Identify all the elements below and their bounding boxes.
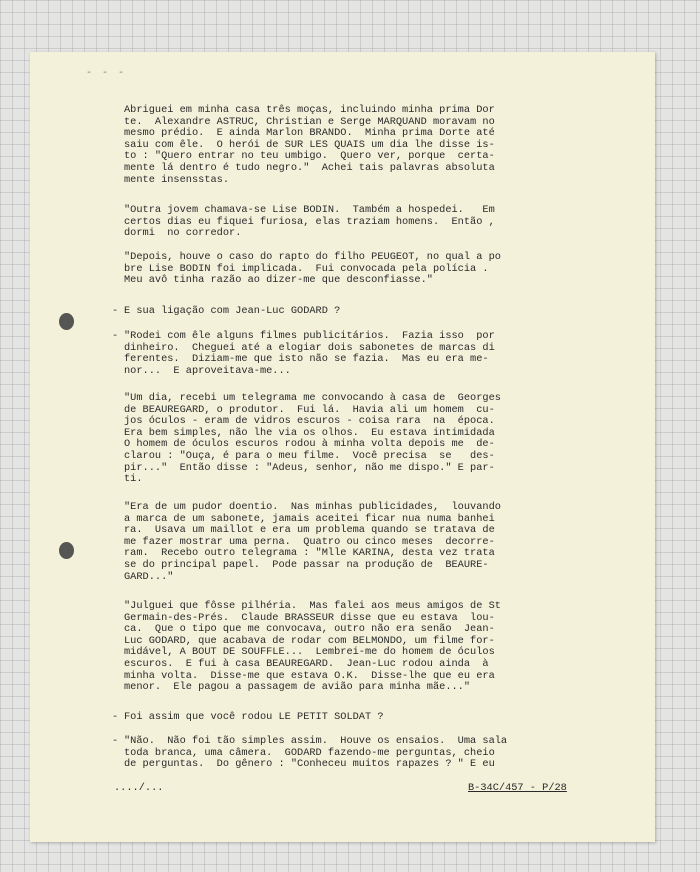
binder-hole-top <box>59 313 74 330</box>
document-page <box>30 52 655 842</box>
paragraph-5: "Um dia, recebi um telegrama me convocando à casa de Georges de BEAUREGARD, o produtor. Fui lá. Havia ali um homem cu- jos óculos - eram de vidros escuros - coisa rara na época. Era bem simples, não lhe via os olhos. Eu estava intimidada O homem de óculos escuros rodou à minha volta depois me de- clarou : "Ouça, é para o meu filme. Você precisa se des- pir..." Então disse : "Adeus, senhor, não me dispo." E par- ti. <box>124 392 501 486</box>
header-mark: - - - <box>86 68 127 79</box>
paragraph-6: "Era de um pudor doentio. Nas minhas publicidades, louvando a marca de um sabonete, jamais aceitei ficar nua numa banhei ra. Usava um maillot e era um problema quando se tratava de me fazer mostrar uma perna. Quatro ou cinco meses decorre- ram. Recebo outro telegrama : "Mlle KARINA, desta vez trata se do principal papel. Pode passar na produção de BEAURE- GARD..." <box>124 501 501 583</box>
dash-marker: - <box>112 330 119 342</box>
paragraph-7: "Julguei que fôsse pilhéria. Mas falei aos meus amigos de St Germain-des-Prés. Claude BRASSEUR disse que eu estava lou- ca. Que o tipo que me convocava, outro não era senão Jean- Luc GODARD, que acabava de rodar com BELMONDO, um filme for- midável, A BOUT DE SOUFFLE... Lembrei-me do homem de óculos escuros. E fui à casa BEAUREGARD. Jean-Luc rodou ainda à minha volta. Disse-me que estava O.K. Disse-lhe que eu era menor. Ele pagou a passagem de avião para minha mãe..." <box>124 600 501 694</box>
paragraph-4: "Rodei com êle alguns filmes publicitários. Fazia isso por dinheiro. Cheguei até a elogiar dois sabonetes de marcas di ferentes. Diziam-me que isto não se fazia. Mas eu era me- nor... E aproveitava-me... <box>124 330 495 377</box>
paragraph-1: Abriguei em minha casa três moças, incluindo minha prima Dor te. Alexandre ASTRUC, Christian e Serge MARQUAND moravam no mesmo prédio. E ainda Marlon BRANDO. Minha prima Dorte até saiu com êle. O herói de SUR LES QUAIS um dia lhe disse is- to : "Quero entrar no teu umbigo. Quero ver, porque certa- mente lá dentro é tudo negro." Achei tais palavras absoluta mente insensstas. <box>124 104 495 186</box>
paragraph-8: "Não. Não foi tão simples assim. Houve os ensaios. Uma sala toda branca, uma câmera. GODARD fazendo-me perguntas, cheio de perguntas. Do gênero : "Conheceu muitos rapazes ? " E eu <box>124 735 508 771</box>
document-reference: B-34C/457 - P/28 <box>468 782 567 794</box>
dash-marker: - <box>112 711 119 723</box>
question-1: E sua ligação com Jean-Luc GODARD ? <box>124 305 341 317</box>
dash-marker: - <box>112 735 119 747</box>
continuation-mark: ..../... <box>114 782 164 794</box>
paragraph-3: "Depois, houve o caso do rapto do filho PEUGEOT, no qual a po bre Lise BODIN foi implicada. Fui convocada pela polícia . Meu avô tinha razão ao dizer-me que desconfiasse." <box>124 251 501 287</box>
paragraph-2: "Outra jovem chamava-se Lise BODIN. Também a hospedei. Em certos dias eu fiquei furiosa, elas traziam homens. Então , dormi no corredor. <box>124 204 495 240</box>
question-2: Foi assim que você rodou LE PETIT SOLDAT ? <box>124 711 384 723</box>
dash-marker: - <box>112 305 119 317</box>
binder-hole-bottom <box>59 542 74 559</box>
